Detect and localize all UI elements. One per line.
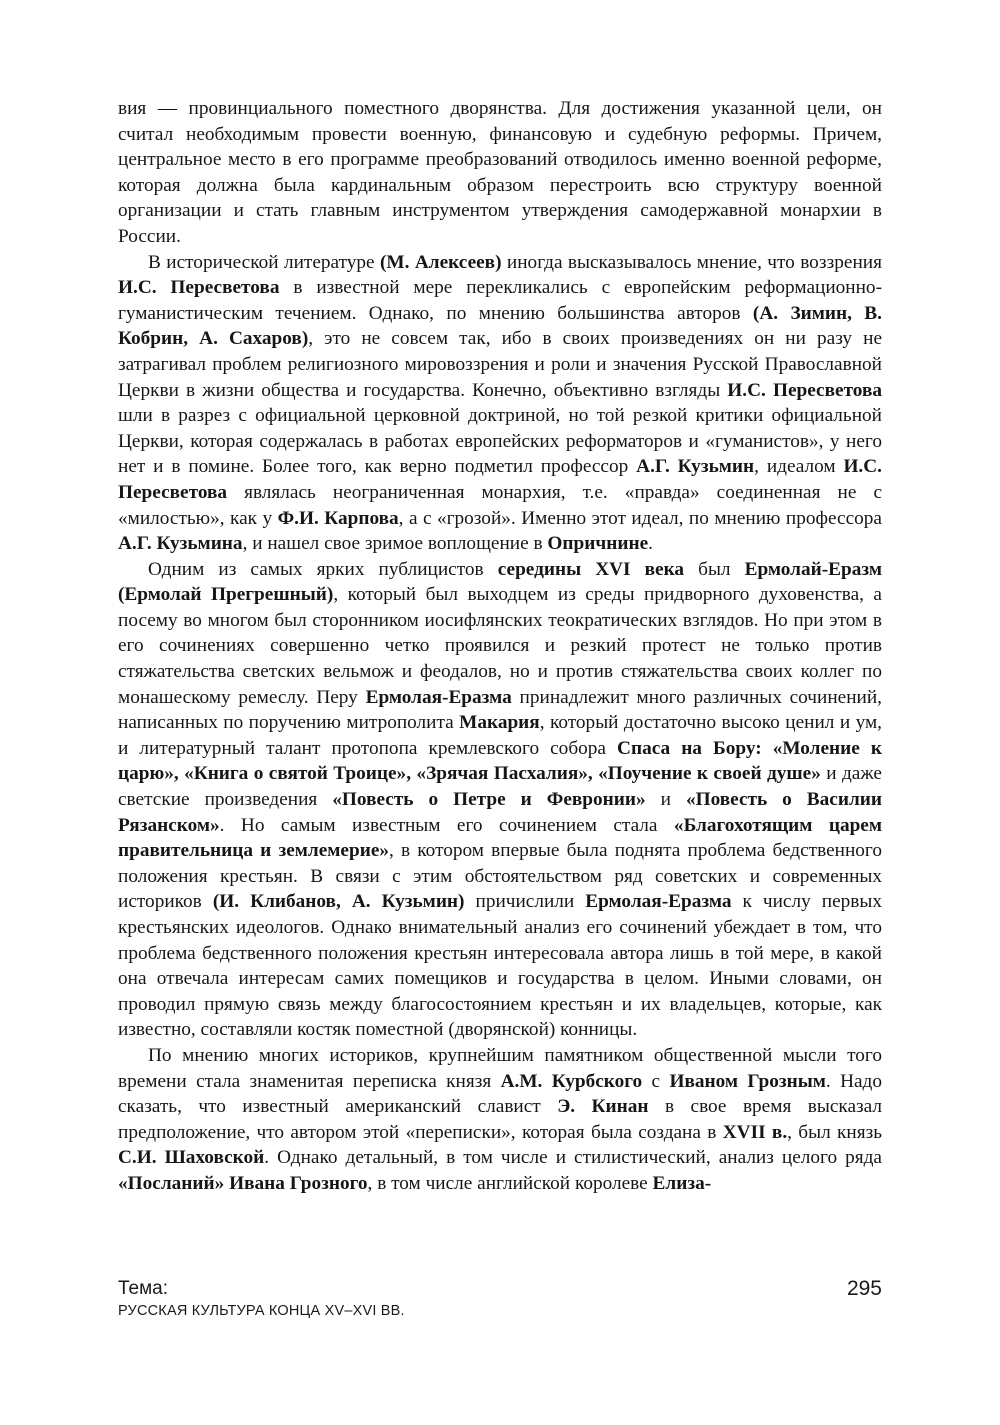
bold-text-run: Опричнине	[547, 533, 649, 555]
text-run: Одним из самых ярких публицистов	[148, 558, 498, 580]
text-run: .	[648, 533, 653, 555]
text-run: был	[684, 558, 745, 580]
bold-text-run: Ермолай-Еразм (Ермолай Прегрешный)	[118, 558, 882, 606]
bold-text-run: «Повесть о Василии Рязанском»	[118, 789, 882, 836]
bold-text-run: И.С. Пересветова	[118, 456, 882, 503]
text-run: , который был выходцем из среды придворного духовенства, а посему во многом был сторонником иосифлянских теократических взглядов. Но при этом в его сочинениях совершенно четко проявился и резкий протест не только против стяжательства светских вельмож и феодалов, но и против стяжательства своих коллег по монашескому ремеслу. Перу	[118, 584, 882, 708]
text-run: . Надо сказать, что известный американский славист	[118, 1070, 883, 1118]
text-run: , а с «грозой». Именно этот идеал, по мнению профессора	[398, 507, 882, 529]
bold-text-run: середины XVI века	[497, 558, 685, 580]
text-run: По мнению многих историков, крупнейшим памятником общественной мысли того времени стала знаменитая переписка князя	[118, 1044, 882, 1092]
bold-text-run: И.С. Пересветова	[727, 379, 882, 401]
text-run: в свое время высказал предположение, что автором этой «переписки», которая была создана в	[118, 1096, 882, 1143]
bold-text-run: (А. Зимин, В. Кобрин, А. Сахаров)	[118, 302, 882, 350]
bold-text-run: Ермолая-Еразма	[585, 891, 732, 913]
bold-text-run: XVII в.	[722, 1121, 788, 1143]
footer-topic-label: Тема:	[118, 1278, 169, 1299]
bold-text-run: Спаса на Бору: «Моление к царю», «Книга о святой Троице», «Зрячая Пасхалия», «Поучение к своей душе»	[118, 737, 882, 785]
text-run: являлась неограниченная монархия, т.е. «правда» соединенная не с «милостью», как у	[118, 481, 882, 529]
page-number: 295	[846, 1277, 882, 1300]
bold-text-run: Макария	[459, 712, 540, 734]
text-run: иногда высказывалось мнение, что воззрения	[501, 251, 882, 273]
text-run: , это не совсем так, ибо в своих произведениях он ни разу не затрагивал проблем религиозного мировоззрения и роли и значения Русской Православной Церкви в жизни общества и государства. Конечно, объективно взгляды	[118, 328, 882, 401]
text-run: причислили	[464, 891, 586, 913]
bold-text-run: (М. Алексеев)	[380, 251, 502, 273]
text-run: с	[642, 1070, 670, 1092]
text-run: шли в разрез с официальной церковной доктриной, но той резкой критики официальной Церкви, которая содержалась в работах европейских реформаторов и «гуманистов», у него нет и в помине. Более того, как верно подметил профессор	[118, 405, 882, 478]
bold-text-run: Елиза-	[652, 1172, 712, 1194]
bold-text-run: А.Г. Кузьмина	[118, 533, 243, 555]
text-run: вия — провинциального поместного дворянства. Для достижения указанной цели, он считал необходимым провести военную, финансовую и судебную реформы. Причем, центральное место в его программе преобразований отводилось именно военной реформе, которая должна была кардинальным образом перестроить всю структуру военной организации и стать главным инструментом утверждения самодержавной монархии в России.	[118, 98, 882, 247]
bold-text-run: Ермолая-Еразма	[365, 686, 512, 708]
paragraph-2	[118, 250, 882, 557]
text-run: , идеалом	[754, 456, 844, 478]
text-run: в известной мере перекликались с европейским реформационно-гуманистическим течением. Однако, по мнению большинства авторов	[118, 277, 882, 324]
page-body-text	[118, 96, 882, 1197]
bold-text-run: А.М. Курбского	[500, 1070, 643, 1092]
text-run: к числу первых крестьянских идеологов. Однако внимательный анализ его сочинений убеждает в том, что проблема бедственного положения крестьян интересовала автора лишь в той мере, в какой она отвечала интересам самих помещиков и государства в целом. Иными словами, он проводил прямую связь между благосостоянием крестьян и их владельцев, которые, как известно, составляли костяк поместной (дворянской) конницы.	[118, 891, 883, 1041]
text-run: и	[645, 789, 686, 811]
bold-text-run: «Благохотящим царем правительница и землемерие»	[118, 814, 883, 862]
bold-text-run: С.И. Шаховской	[118, 1147, 265, 1169]
text-run: . Но самым известным его сочинением стала	[219, 814, 674, 836]
bold-text-run: А.Г. Кузьмин	[636, 456, 755, 478]
footer-topic-title: РУССКАЯ КУЛЬТУРА КОНЦА XV–XVI ВВ.	[118, 1303, 405, 1319]
bold-text-run: И.С. Пересветова	[118, 277, 280, 299]
text-run: , и нашел свое зримое воплощение в	[242, 533, 548, 555]
bold-text-run: «Посланий» Ивана Грозного	[118, 1172, 368, 1194]
text-run: В исторической литературе	[148, 251, 380, 273]
bold-text-run: «Повесть о Петре и Февронии»	[332, 789, 646, 811]
bold-text-run: (И. Клибанов, А. Кузьмин)	[212, 891, 465, 913]
paragraph-3	[118, 557, 882, 1043]
text-run: , был князь	[787, 1121, 882, 1143]
text-run: , в том числе английской королеве	[367, 1172, 653, 1194]
bold-text-run: Ф.И. Карпова	[277, 507, 399, 529]
bold-text-run: Иваном Грозным	[669, 1070, 826, 1092]
text-run: . Однако детальный, в том числе и стилистический, анализ целого ряда	[264, 1147, 882, 1169]
text-run: и даже светские произведения	[118, 763, 882, 811]
paragraph-1	[118, 96, 882, 250]
text-run: принадлежит много различных сочинений, написанных по поручению митрополита	[118, 686, 882, 734]
paragraph-4	[118, 1043, 882, 1197]
bold-text-run: Э. Кинан	[557, 1096, 649, 1118]
page-footer	[118, 1277, 882, 1321]
text-run: , в котором впервые была поднята проблема бедственного положения крестьян. В связи с этим обстоятельством ряд советских и современных историков	[118, 840, 882, 913]
text-run: , который достаточно высоко ценил и ум, и литературный талант протопопа кремлевского собора	[118, 712, 882, 759]
